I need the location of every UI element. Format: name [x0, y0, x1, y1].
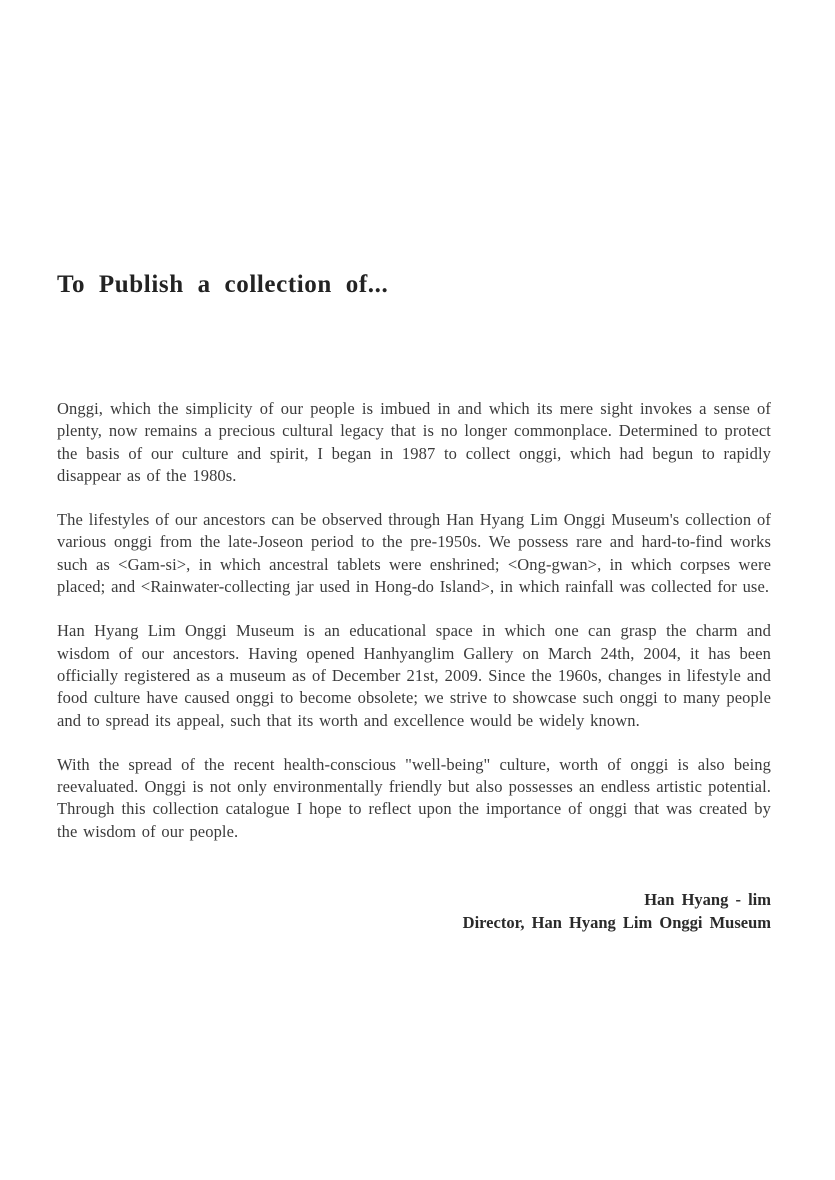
paragraph-intro: Onggi, which the simplicity of our people is imbued in and which its mere sight invokes a sense of plenty, now remains a precious cultural legacy that is no longer commonplace. Determined to protect the basis of our culture and spirit, I began in 1987 to collect onggi, which had begun to rapidly disappear as of the 1980s. — [57, 399, 771, 485]
paragraph-collection: The lifestyles of our ancestors can be observed through Han Hyang Lim Onggi Museum's collection of various onggi from the late-Joseon period to the pre-1950s. We possess rare and hard-to-find works such as <Gam-si>, in which ancestral tablets were enshrined; <Ong-gwan>, in which corpses were placed; and <Rainwater-collecting jar used in Hong-do Island>, in which rainfall was collected for use. — [57, 510, 771, 597]
signature-role: Director, Han Hyang Lim Onggi Museum — [462, 912, 771, 932]
paragraph-closing: With the spread of the recent health-conscious "well-being" culture, worth of onggi is also being reevaluated. Onggi is not only environmentally friendly but also possesses an endless artistic potential. Through this collection catalogue I hope to reflect upon the importance of onggi that was created by the wisdom of our people. — [57, 754, 771, 841]
page-title: To Publish a collection of... — [57, 271, 389, 298]
signature-name: Han Hyang - lim — [644, 890, 771, 910]
paragraph-museum: Han Hyang Lim Onggi Museum is an educational space in which one can grasp the charm and wisdom of our ancestors. Having opened Hanhyanglim Gallery on March 24th, 2004, it has been officially registered as a museum as of December 21st, 2009. Since the 1960s, changes in lifestyle and food culture have caused onggi to become obsolete; we strive to showcase such onggi to many people and to spread its appeal, such that its worth and excellence would be widely known. — [57, 621, 771, 730]
body-text — [57, 398, 771, 843]
signature-block — [57, 889, 771, 934]
